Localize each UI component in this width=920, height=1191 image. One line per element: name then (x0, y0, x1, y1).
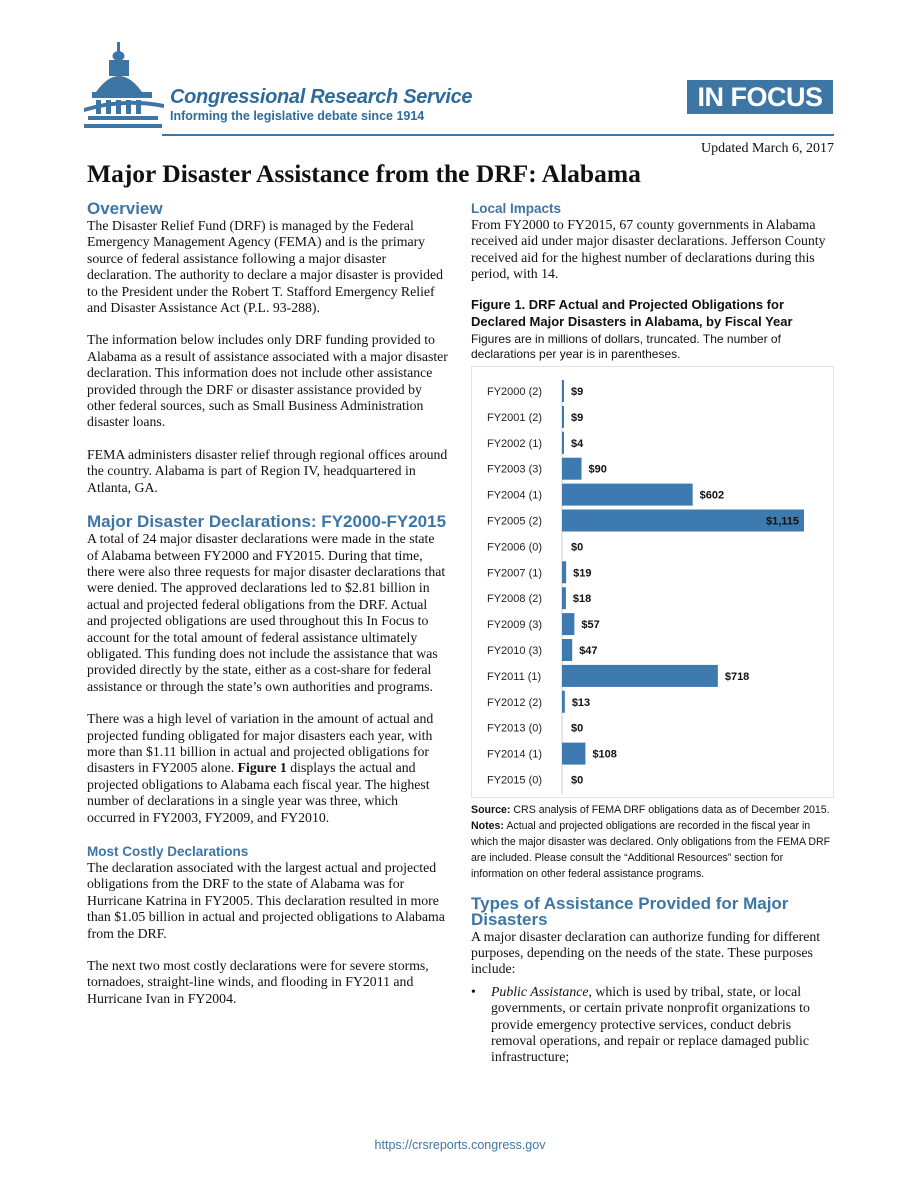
value-label: $1,115 (765, 515, 799, 528)
overview-paragraph-1: The Disaster Relief Fund (DRF) is managed by the Federal Emergency Management Agency (FEMA) and is the primary source of federal assistance following a major disaster declaration. The authority to declare a major disaster is provided to the President under the Robert T. Stafford Emergency Relief and Disaster Assistance Act (P.L. 93-288). (87, 218, 444, 316)
types-paragraph: A major disaster declaration can authorize funding for different purposes, depending on the needs of the state. These purposes include: (471, 928, 821, 977)
category-label: FY2006 (0) (487, 541, 543, 554)
value-label: $18 (572, 592, 592, 605)
overview-paragraph-2: The information below includes only DRF funding provided to Alabama as a result of assistance associated with a major disaster declaration. This information does not include other assistance provided through the DRF or disaster assistance provided by other federal sources, such as Small Business Administration disaster loans. (87, 332, 448, 430)
bar (562, 380, 564, 402)
assistance-list (471, 984, 833, 1066)
bar (562, 742, 585, 764)
bar (562, 587, 566, 609)
declarations-paragraph-2-end: displays the actual and projected obligations to Alabama each fiscal year. The highest number of declarations in a single year was three, which occurred in FY2003, FY2009, and FY2010. (87, 760, 430, 825)
bar-chart (471, 366, 834, 798)
category-label: FY2003 (3) (487, 463, 543, 476)
public-assistance-term: Public Assistance (491, 983, 589, 999)
left-column (87, 201, 449, 1007)
bar (562, 406, 564, 428)
bar (562, 690, 565, 712)
notes-text: Actual and projected obligations are recorded in the fiscal year in which the major disaster was declared. Only obligations from the FEMA DRF are included. Please consult the “Additional Resources” section for information on other federal assistance programs. (471, 819, 831, 880)
figure-title: Figure 1. DRF Actual and Projected Obligations for Declared Major Disasters in Alabama, by Fiscal Year (471, 296, 793, 329)
value-label: $0 (571, 541, 584, 554)
category-label: FY2013 (0) (487, 722, 543, 735)
right-column (471, 201, 833, 1066)
value-label: $602 (699, 489, 725, 502)
category-label: FY2005 (2) (487, 515, 543, 528)
category-label: FY2000 (2) (487, 385, 543, 398)
declarations-paragraph-2 (87, 711, 449, 826)
source-text: CRS analysis of FEMA DRF obligations data as of December 2015. (510, 803, 830, 816)
public-assistance-text: , which is used by tribal, state, or local governments, or certain private nonprofit organizations to provide emergency protective services, conduct debris removal operations, and repair or replace damaged public infrastructure; (491, 983, 810, 1065)
local-impacts-paragraph: From FY2000 to FY2015, 67 county governments in Alabama received aid under major disaster declarations. Jefferson County received aid for the highest number of declarations during this period, with 14. (471, 217, 826, 282)
category-label: FY2001 (2) (487, 411, 543, 424)
bar (562, 665, 718, 687)
figure-1-reference: Figure 1 (237, 760, 287, 776)
category-label: FY2008 (2) (487, 592, 543, 605)
value-label: $108 (592, 748, 617, 761)
value-label: $718 (724, 670, 750, 683)
value-label: $0 (571, 774, 584, 787)
category-label: FY2012 (2) (487, 696, 543, 709)
figure-source (471, 802, 833, 818)
bar-chart-svg (472, 367, 833, 797)
footer-link[interactable]: https://crsreports.congress.gov (374, 1138, 546, 1152)
source-label: Source: (471, 803, 511, 816)
bar (562, 561, 566, 583)
costly-paragraph-1: The declaration associated with the largest actual and projected obligations from the DRF to the state of Alabama was for Hurricane Katrina in FY2005. This declaration resulted in more than $1.05 billion in actual and projected obligations to Alabama from the DRF. (87, 860, 445, 941)
header-divider (162, 134, 834, 136)
figure-notes (471, 818, 833, 882)
value-label: $47 (579, 644, 598, 657)
bar (562, 457, 582, 479)
local-impacts-heading: Local Impacts (471, 201, 562, 216)
declarations-paragraph-1: A total of 24 major disaster declarations were made in the state of Alabama between FY2000 and FY2015. During that time, there were also three requests for major disaster declarations that were denied. The approved declarations led to $2.81 billion in actual and projected federal obligations from the DRF. Actual and projected obligations are used throughout this In Focus to account for the total amount of federal assistance ultimately obligated. This funding does not include the assistance that was provided directly by the state, either as a cost-share for federal assistance or through the state’s own authorities and programs. (87, 531, 446, 694)
bar (562, 483, 693, 505)
in-focus-badge: IN FOCUS (687, 80, 833, 114)
category-label: FY2011 (1) (487, 670, 542, 683)
overview-heading: Overview (87, 199, 163, 218)
bar (562, 431, 564, 453)
figure-subtitle: Figures are in millions of dollars, truncated. The number of declarations per year is in parentheses. (471, 331, 781, 361)
costly-paragraph-2: The next two most costly declarations were for severe storms, tornadoes, straight-line winds, and flooding in FY2011 and Hurricane Ivan in FY2004. (87, 958, 429, 1006)
updated-date: Updated March 6, 2017 (701, 141, 834, 156)
bar (562, 639, 572, 661)
document-title: Major Disaster Assistance from the DRF: Alabama (87, 159, 641, 188)
category-label: FY2002 (1) (487, 437, 543, 450)
category-label: FY2007 (1) (487, 566, 543, 579)
category-label: FY2009 (3) (487, 618, 543, 631)
category-label: FY2015 (0) (487, 774, 543, 787)
value-label: $4 (571, 437, 584, 450)
value-label: $0 (571, 722, 584, 735)
value-label: $9 (571, 385, 584, 398)
notes-label: Notes: (471, 819, 504, 832)
types-heading: Types of Assistance Provided for Major Disasters (471, 893, 789, 929)
costly-heading: Most Costly Declarations (87, 844, 249, 859)
bar (562, 613, 574, 635)
value-label: $19 (573, 566, 592, 579)
list-item (471, 983, 833, 1066)
category-label: FY2014 (1) (487, 748, 543, 761)
value-label: $9 (571, 411, 584, 424)
value-label: $57 (581, 618, 600, 631)
declarations-heading: Major Disaster Declarations: FY2000-FY2015 (87, 512, 447, 532)
org-name: Congressional Research Service (170, 86, 473, 108)
org-tagline: Informing the legislative debate since 1914 (170, 109, 425, 123)
category-label: FY2004 (1) (487, 489, 543, 502)
category-label: FY2010 (3) (487, 644, 543, 657)
declarations-paragraph-2-start: There was a high level of variation in the amount of actual and projected funding obligated for major disasters each year, with more than $1.11 billion in actual and projected obligations for disasters in FY2005 alone. (87, 711, 434, 776)
crs-logo-icon (82, 40, 166, 135)
bullet-icon: • (471, 983, 476, 999)
overview-paragraph-3: FEMA administers disaster relief through regional offices around the country. Alabama is part of Region IV, headquartered in Atlanta, GA. (87, 446, 448, 495)
value-label: $90 (588, 463, 607, 476)
value-label: $13 (571, 696, 591, 709)
